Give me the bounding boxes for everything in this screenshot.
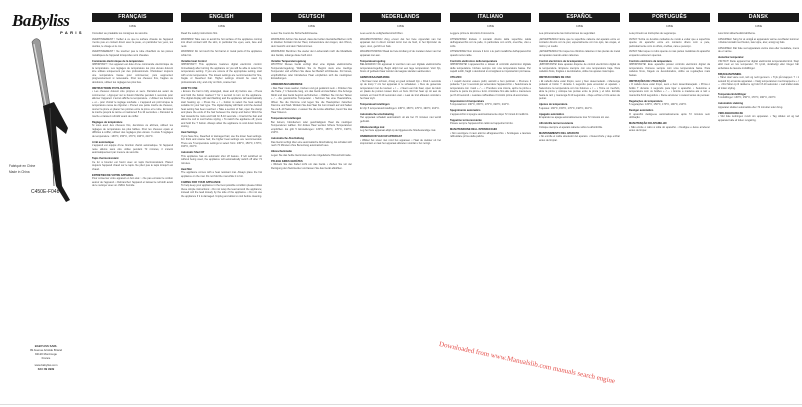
paragraph: • I capelli devono essere puliti, asciutti e ben pettinati. • Premere il pulsante 'I' per 1 secondo per accendere l'apparecchio. • Selezionare la temperatura con i tasti + / –. • Prendere una ciocca, aprire la pinza e inserire le punte tra pinza e ferro. Arrotolare fino alle radici e mantenere per 8-10 secondi. • Lasciare raffreddare il ricciolo prima di acconciare. <box>450 79 531 97</box>
paragraph: • Ensure the hair is fully untangled, clean and dry before use. • Press and hold the button marked 'I' for 1 second to turn on the appliance. The digital display will start flashing and the appliance will automatically start heating up. • Press the + / – button to select the heat setting suitable for your hair type. The digital display will flash until the desired heat setting has been reached. • Take a section of hair, open the clamp and place the ends of the hair between the clamp and barrel. Wind the hair towards the roots and hold for 8-10 seconds. • Unwind the hair and allow the curl to cool before styling. • To switch the appliance off, press and hold the 'I' button. Always allow the appliance to cool down before storing. <box>181 90 262 128</box>
paragraph: Lea primeramente las instrucciones de seguridad. <box>539 32 596 35</box>
section-heading: INSTRUÇÕES DE UTILIZAÇÃO <box>629 79 667 83</box>
paragraph: Read the safety instructions first. <box>181 32 218 35</box>
language-column <box>539 13 620 313</box>
paragraph: IMPORTANTE! Este aparelho possui controlo eletrónico digital da temperatura. Comece sempre com uma temperatura baixa. Para cabelos finos, frágeis ou descolorados, utilize as regulações mais baixas. <box>629 63 710 77</box>
language-column <box>450 13 531 313</box>
section-heading: Tappetino termoresistente <box>450 118 482 122</box>
section-heading: MANTENIMIENTO DEL APARATO <box>539 131 579 135</box>
document-code: FAC 89 9939 <box>37 367 55 371</box>
paragraph: Leg het hete apparaat altijd op de bijgeleverde hittebestendige mat. <box>360 129 437 132</box>
language-heading: ITALIANO <box>450 13 531 22</box>
brand-name: BaByliss <box>12 11 70 30</box>
paragraph: AVERTISSEMENT ! Veillez à ce que la surface chaude de l'appareil n'entre pas en contact direct avec la peau, en particulier les yeux, les oreilles, le visage et le cou. <box>92 37 173 48</box>
model-label: C450E <box>217 25 226 28</box>
paragraph: Het apparaat schakelt automatisch uit als het 72 minuten niet wordt gebruikt. <box>360 116 441 123</box>
paragraph: • Wickeln Sie das Kabel nicht um das Gerät. • Ziehen Sie vor der Reinigung den Netzstecker und lassen Sie das Gerät abkühlen. <box>271 163 352 170</box>
paragraph: • Das Haar muss sauber, trocken und gut gekämmt sein. • Drücken Sie die Taste „I“ 1 Sekunde lang, um das Gerät einzuschalten. Die Anzeige blinkt und das Gerät beginnt aufzuheizen. • Wählen Sie mit den Tasten + / – die gewünschte Temperatur. • Nehmen Sie eine Haarsträhne, öffnen Sie die Klemme und legen Sie die Haarspitzen zwischen Klemme und Stab. Wickeln Sie das Haar bis zum Ansatz auf und halten Sie es 8–10 Sekunden. • Lassen Sie die Locke abkühlen, bevor Sie das Haar frisieren. <box>271 86 352 114</box>
section-heading: Ajustes de temperatura <box>539 103 568 106</box>
paragraph: Coloque siempre el aparato caliente sobre la alfombrilla. <box>539 125 603 129</box>
section-heading: ONDERHOUD VAN UW APPARAAT <box>360 135 402 138</box>
paragraph: WARNING! Do not touch the hot barrel or metal parts of the appliance while hot. <box>181 50 262 57</box>
paragraph: ATTENZIONE! Non toccare il ferro o le parti metalliche dell'apparecchio quando sono calde. <box>450 50 531 57</box>
paragraph: ¡IMPORTANTE! Este aparato dispone de control electrónico digital de la temperatura. Empiece siempre con una temperatura baja. Para cabellos finos, frágiles o decolorados, utilice los ajustes más bajos. <box>539 63 620 73</box>
address-city: 92120 Montrouge <box>35 352 57 356</box>
company-address <box>10 344 82 371</box>
section-heading: Controlo eletrónico da temperatura <box>629 59 672 63</box>
section-heading: INSTRUCCIONES DE USO <box>539 76 571 79</box>
paragraph: AVISO! Não toque no tubo quente ou nas partes metálicas do aparelho enquanto estiverem quentes. <box>629 50 710 57</box>
section-heading: CARING FOR YOUR APPLIANCE <box>181 180 221 184</box>
paragraph: • Håret skal være rent, tørt og redt igennem. • Tryk på knappen 'I' i 1 sekund for at tænde apparatet. • Vælg temperaturen med knapperne + / –. • Rul håret op til rødderne og hold i 8-10 sekunder. • Lad krøllen køle af inden styling. <box>718 76 799 90</box>
section-heading: Controllo elettronico della temperatura <box>450 59 497 63</box>
paragraph: • Het haar moet schoon, droog en goed ontward zijn. • Druk 1 seconde op de knop 'I' om het apparaat in te schakelen. • Kies de gewenste temperatuur met de toetsen + / –. • Neem een lok haar, open de klem en plaats de punten tussen klem en buis. Rol het haar op tot aan de wortels en houd 8-10 seconden vast. • Laat de krul afkoelen voordat u het haar stylt. <box>360 79 441 100</box>
paragraph: ¡ADVERTENCIA! Evite que la superficie caliente del aparato entre en contacto directo con la piel, especialmente con los ojos, las orejas, el rostro y el cuello. <box>539 37 620 48</box>
language-column <box>718 13 799 313</box>
language-heading: FRANÇAIS <box>92 13 173 22</box>
section-heading: Justerbar temperatur <box>718 56 744 59</box>
paragraph: Bei feinem, blondiertem oder geschädigtem Haar die niedrigen Temperaturen wählen. Für dickes Haar werden höhere Temperaturen empfohlen. Es gibt 5 Einstellungen: 130°C, 150°C, 170°C, 190°C, 210°C. <box>271 120 352 134</box>
paragraph: Pour conserver votre appareil en bon état : • Ne pas enrouler le cordon autour de l'appareil. • Débranchez l'appareil et laissez-le refroidir avant de le nettoyer avec un chiffon humide. <box>92 177 173 187</box>
section-heading: Heat Mat <box>181 167 192 171</box>
paragraph: WAARSCHUWING! Raak de hete krultang of de metalen delen van het apparaat niet aan. <box>360 50 441 57</box>
paragraph: • Wikkel het snoer niet rond het apparaat. • Haal de stekker uit het stopcontact en laat het apparaat afkoelen voordat u het reinigt. <box>360 138 441 145</box>
section-heading: Temperatuurregeling <box>360 59 386 63</box>
section-heading: Automatische Abschaltung <box>271 137 304 140</box>
paragraph: IMPORTANTE! L'apparecchio è dotato di controllo elettronico digitale della temperatura. Iniziare sempre con una temperatura bassa. Per capelli sottili, fragili o decolorati si consigliano le impostazioni più basse. <box>450 63 531 73</box>
section-heading: Apagado automático <box>539 112 565 116</box>
language-column <box>360 13 441 313</box>
section-heading: MANUTENÇÃO DO APARELHO <box>629 122 667 125</box>
paragraph: VIGTIGT! Dette apparat har digital elektronisk temperaturkontrol. Start altid med en lav temperatur. Til tyndt, skrøbeligt eller bleget hår anbefales de laveste indstillinger. <box>718 59 799 70</box>
section-heading: Arrêt automatique <box>92 140 114 144</box>
section-heading: MANUTENZIONE DELL'APPARECCHIO <box>450 128 498 131</box>
model-label: C450E <box>754 25 763 28</box>
section-heading: Impostazioni di temperatura <box>450 99 484 103</box>
paragraph: WARNING! Take care to avoid the hot surface of the appliance coming into direct contact with the skin, in particular the eyes, ears, face and neck. <box>181 37 262 48</box>
paragraph: Leggere prima le istruzioni di sicurezza. <box>450 32 495 35</box>
paragraph: • Vikl ikke ledningen rundt om apparatet. • Tag stikket ud og lad apparatet køle af inden rengøring. <box>718 115 799 122</box>
paragraph: • O cabelo deve estar limpo, seco e bem desembaraçado. • Prima o botão 'I' durante 1 segundo para ligar o aparelho. • Selecione a temperatura com os botões + / –. • Enrole a madeixa até à raiz e mantenha 8-10 segundos. • Deixe arrefecer o caracol antes de pentear. <box>629 83 710 97</box>
language-heading: ESPAÑOL <box>539 13 620 22</box>
paragraph: This appliance has an automatic shut off feature. If left switched on without being used, the appliance will automatically switch off after 72 minutes. <box>181 154 262 165</box>
paragraph: Si vous avez des cheveux fins, décolorés ou abîmés, utilisez les réglages de température les plus faibles. Pour les cheveux épais et difficiles à coiffer, utilisez des réglages plus élevés. Il existe 5 réglages de température : 130°C, 150°C, 170°C, 190°C, 210°C. <box>92 124 173 138</box>
paragraph: ¡ADVERTENCIA! No toque los cilindros calientes ni las piezas de metal del aparato cuando están calientes. <box>539 50 620 57</box>
model-label: C450E <box>396 25 405 28</box>
paragraph: Lesen Sie zuerst die Sicherheitshinweise. <box>271 32 319 35</box>
instructions-text <box>450 32 531 139</box>
origin-fr: Fabriqué en Chine <box>9 164 36 168</box>
paragraph: Lees eerst de veiligheidsvoorschriften. <box>360 32 404 35</box>
section-heading: Commande électronique de la température <box>92 59 144 63</box>
language-heading: DEUTSCH <box>271 13 352 22</box>
paragraph: WICHTIG! Dieses Gerät verfügt über eine digitale elektronische Temperaturregelung. Wählen Sie zu Beginn stets eine niedrige Temperatur und erhöhen Sie diese bei Bedarf schrittweise. Für feines, empfindliches oder blondiertes Haar empfehlen sich die niedrigsten Einstellungen. <box>271 63 352 80</box>
language-heading: PORTUGUÊS <box>629 13 710 22</box>
page-edge <box>0 404 802 405</box>
paragraph: WARNUNG! Berühren Sie weder den Lockenstab noch die Metallteile des Geräts, solange diese heiß sind. <box>271 50 352 57</box>
section-heading: Alfombrilla termorresistente <box>539 122 574 125</box>
paragraph: ATTENZIONE! Evitare il contatto diretto della superficie calda dell'apparecchio con la pelle, in particolare con occhi, orecchie, viso e collo. <box>450 37 531 48</box>
address-street: 99 Avenue Aristide Briand <box>30 348 62 352</box>
instructions-text <box>629 32 710 133</box>
watermark: Downloaded from www.Manualslib.com manuals search engine <box>438 340 616 386</box>
paragraph: L'apparecchio si spegne automaticamente dopo 72 minuti di inutilizzo. <box>450 112 529 116</box>
instructions-text <box>271 32 352 170</box>
paragraph: 5 indstillinger: 130°C, 150°C, 170°C, 190°C, 210°C. <box>718 96 777 99</box>
model-label: C450E <box>128 25 137 28</box>
paragraph: WARNUNG! Achten Sie darauf, dass die heißen Gerätoberflächen nicht in direkten Kontakt mit der Haut, insbesondere den Augen, den Ohren, dem Gesicht und dem Hals kommen. <box>271 37 352 48</box>
paragraph: IMPORTANT ! Cet appareil est doté d'une commande électronique de la température. Les réglages de température les plus élevés doivent être utilisés uniquement par des professionnels. Choisissez toujours une température basse pour commencer, puis augmentez progressivement si nécessaire. Pour les cheveux fins, fragiles ou décolorés, utilisez les réglages les plus bas. <box>92 63 173 84</box>
model-number: C450E-F04b <box>31 189 60 195</box>
section-heading: Automatisk slukning <box>718 102 744 105</box>
curling-iron-image <box>10 36 90 206</box>
paragraph: Consultez au préalable les consignes de sécurité. <box>92 32 149 35</box>
paragraph: IMPORTANT! This appliance features digital electronic control. Immediately after turning the appliance on you will be able to select the temperature setting. If you are unsure of the appropriate setting, start with a low temperature. The lowest settings are recommended for fine, fragile or bleached hair. Higher settings should be used by professionals only, and only on thick, coarse hair. <box>181 63 262 84</box>
paragraph: • No enrolle el cable alrededor del aparato. • Desenchufe y deje enfriar antes de limpiar. <box>539 135 620 142</box>
paragraph: L'appareil est équipé d'une fonction d'arrêt automatique. Si l'appareil reste allumé sans être utilisé pendant 72 minutes, il s'éteint automatiquement par mesure de sécurité. <box>92 144 173 154</box>
language-column <box>92 13 173 313</box>
company-name: BABYLISS SARL <box>34 344 58 348</box>
language-column <box>271 13 352 313</box>
origin-en: Made in China <box>9 170 30 174</box>
paragraph: O aparelho desliga-se automaticamente após 72 minutos sem utilização. <box>629 112 710 119</box>
section-heading: Réglages de température <box>92 120 123 124</box>
model-label: C450E <box>307 25 316 28</box>
paragraph: • Não enrole o cabo à volta do aparelho. • Desligue e deixe arrefecer antes de limpar. <box>629 125 710 132</box>
section-heading: PFLEGE IHRES GERÄTES <box>271 159 303 163</box>
paragraph: If you have fine, bleached or damaged hair, use the lower heat settings. For thick and coarse hair, the higher heat settings are recommended. There are 5 temperature settings to select from: 130°C, 150°C, 170°C, 190°C, 210°C. <box>181 134 262 148</box>
paragraph: BELANGRIJK! Dit apparaat is voorzien van een digitale elektronische temperatuurregeling. Begin altijd met een lage temperatuur. Voor fijn, broos of gebleekt haar worden de laagste standen aanbevolen. <box>360 63 441 73</box>
model-label: C450E <box>575 25 584 28</box>
section-heading: ANWENDUNGSHINWEISE <box>271 83 303 86</box>
instructions-text <box>360 32 441 146</box>
instructions-text <box>92 32 173 188</box>
language-column <box>629 13 710 313</box>
paragraph: The appliance comes with a heat resistant mat. Always place the hot appliance on the mat. Do not fold the mat while it is hot. <box>181 171 262 178</box>
babyliss-logo <box>12 12 84 35</box>
model-label: C450E <box>486 25 495 28</box>
origin-text <box>9 163 35 175</box>
website-link: www.babyliss.com <box>34 363 58 367</box>
paragraph: • El cabello debe estar limpio, seco y bien desenredado. • Mantenga pulsado el botón 'I' durante 1 segundo para encender el aparato. • Seleccione la temperatura con los botones + / –. • Tome un mechón, abra la pinza y coloque las puntas entre la pinza y el tubo. Enrolle hasta la raíz y mantenga 8-10 segundos. • Deje enfriar el rizo antes de peinar. <box>539 79 620 100</box>
paragraph: AVISO! Tenha os devidos cuidados de modo a evitar que a superfície quente do aparelho entre em contacto direto com a pele, particularmente com os olhos, orelhas, cara e pescoço. <box>629 37 710 48</box>
instructions-text <box>718 32 799 122</box>
paragraph: Leia primeiro as instruções de segurança. <box>629 32 677 35</box>
section-heading: Desligar automático <box>629 109 654 112</box>
section-heading: Temperatuurinstellingen <box>360 103 390 106</box>
instructions-text <box>181 32 262 198</box>
section-heading: Hitzeschutzmatte <box>271 150 292 153</box>
instructions-text <box>539 32 620 142</box>
section-heading: Automatic Shut Off <box>181 151 205 154</box>
section-heading: Variable Heat Control <box>181 59 207 63</box>
paragraph: 5 impostazioni: 130°C, 150°C, 170°C, 190°C, 210°C. <box>450 103 510 106</box>
model-label: C450E <box>665 25 674 28</box>
section-heading: Automatische uitschakeling <box>360 112 394 116</box>
paragraph: Posare sempre l'apparecchio caldo sul tappetino fornito. <box>450 122 514 125</box>
section-heading: Hittebestendige mat <box>360 125 385 129</box>
language-column <box>181 13 262 313</box>
section-heading: VEDLIGEHOLDELSE <box>718 111 744 115</box>
paragraph: Legen Sie das heiße Gerät stets auf die mitgelieferte Hitzeschutzmatte. <box>271 153 352 157</box>
paragraph: ADVARSEL! Sørg for at undgå at apparatets varme overflader kommer i direkte kontakt med huden, især øjne, ører, ansigt og hals. <box>718 37 799 44</box>
section-heading: Control electrónico de la temperatura <box>539 59 585 63</box>
section-heading: GEBRUIKSAANWIJZING <box>360 76 390 79</box>
section-heading: BRUGSANVISNING <box>718 72 742 76</box>
language-heading: ENGLISH <box>181 13 262 22</box>
section-heading: UTILIZZO <box>450 76 462 79</box>
section-heading: Tapis thermorésistant <box>92 157 119 160</box>
paragraph: Er zijn 5 temperatuurinstellingen: 130°C, 150°C, 170°C, 190°C, 210°C. <box>360 106 440 110</box>
paragraph: ADVARSEL! Rør ikke ved apparatets varme stav eller metaldele, mens de er varme. <box>718 46 799 53</box>
paragraph: • Les cheveux doivent être propres et secs. Démêlez-les avant de commencer. • Appuyez sur le bouton Marche pendant 1 seconde pour allumer l'appareil. L'écran affiche la température. • Utilisez les boutons + et – pour choisir le réglage souhaité. • L'appareil est prêt lorsque la température cesse de clignoter. • Prenez une petite mèche de cheveux, ouvrez la pince et placez les pointes entre la pince et le tube. Enroulez la mèche jusqu'à la racine et maintenez 8 à 10 secondes. • Déroulez la mèche et laissez refroidir avant de coiffer. <box>92 90 173 118</box>
paragraph: Læs først sikkerhedsforskrifterne. <box>718 32 756 35</box>
paragraph: • Non avvolgere il cavo attorno all'apparecchio. • Scollegare e lasciare raffreddare prima della pulizia. <box>450 131 531 138</box>
paragraph: WAARSCHUWING! Zorg ervoor dat het hete oppervlak van het apparaat niet in direct contact komt met de huid, in het bijzonder de ogen, oren, gezicht en hals. <box>360 37 441 48</box>
section-heading: Heat Settings <box>181 131 198 134</box>
paragraph: Das Gerät verfügt über eine automatische Abschaltung. Es schaltet sich nach 72 Minuten ohne Benutzung automatisch aus. <box>271 140 352 147</box>
section-heading: Temperatureinstellungen <box>271 117 302 120</box>
brand-sub: PARIS <box>60 30 84 35</box>
language-heading: DANSK <box>718 13 799 22</box>
section-heading: HOW TO USE <box>181 86 198 90</box>
section-heading: Variable Temperaturregelung <box>271 59 307 63</box>
paragraph: Ce fer à boucler est fourni avec un tapis thermorésistant. Placez toujours l'appareil chaud sur le tapis. Ne pliez pas le tapis lorsqu'il est chaud. <box>92 160 173 171</box>
address-country: France <box>41 356 51 360</box>
paragraph: Apparatet slukker automatisk efter 72 minutter uden brug. <box>718 105 783 109</box>
paragraph: 5 ajustes: 130°C, 150°C, 170°C, 190°C, 210°C. <box>539 106 593 110</box>
section-heading: Spegnimento automatico <box>450 109 481 112</box>
section-heading: INSTRUCTIONS D'UTILISATION <box>92 86 131 90</box>
paragraph: 5 regulações: 130°C, 150°C, 170°C, 190°C, 210°C. <box>629 103 687 106</box>
language-heading: NEDERLANDS <box>360 13 441 22</box>
paragraph: To help keep your appliance in the best possible condition please follow these simple instructions: • Do not wrap the lead around the appliance; instead coil the lead loosely by the side of the appliance. • Do not use the appliance if it is damaged. Unplug and allow to cool before cleaning. <box>181 184 262 198</box>
paragraph: AVERTISSEMENT ! Ne touchez pas le tube chauffant ou les pièces métalliques de l'appareil lorsqu'elles sont chaudes. <box>92 50 173 57</box>
section-heading: Regulações de temperatura <box>629 99 663 103</box>
paragraph: El aparato se apaga automáticamente tras 72 minutos sin uso. <box>539 116 610 119</box>
section-heading: Temperaturindstillinger <box>718 92 747 96</box>
section-heading: ENTRETIEN DE VOTRE APPAREIL <box>92 173 134 177</box>
